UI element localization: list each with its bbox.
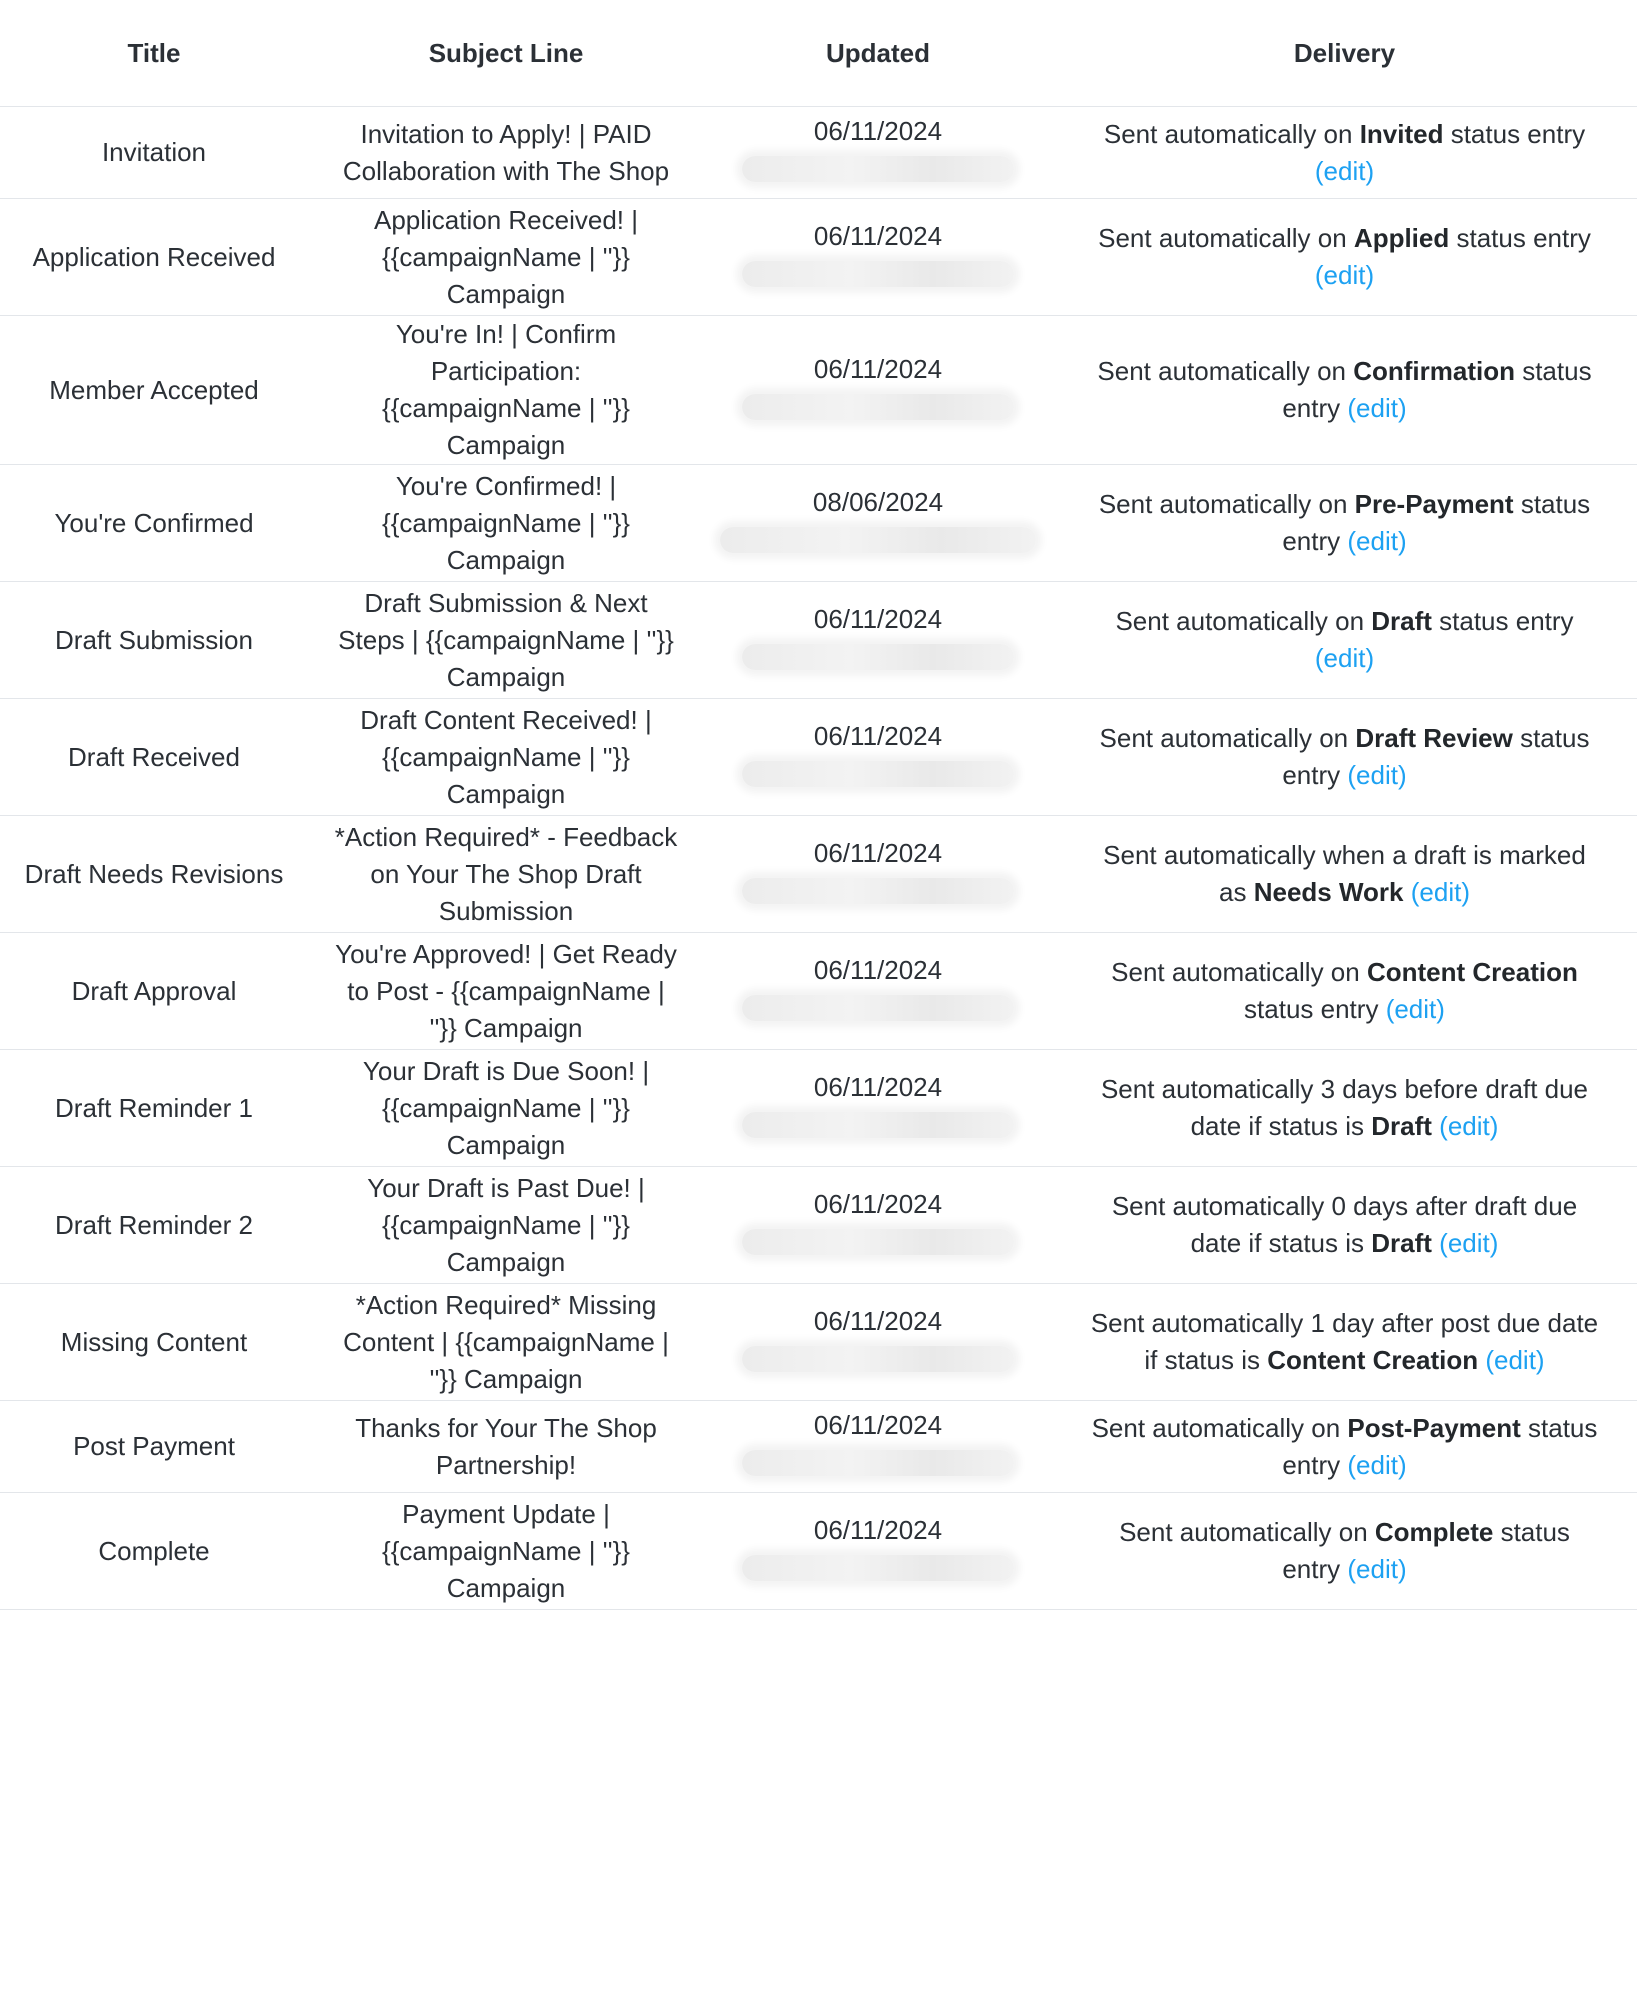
delivery-text-suffix: status entry: [1443, 118, 1586, 149]
delivery-status: Draft: [1371, 1228, 1432, 1258]
subject-line: Your Draft is Due Soon! | {{campaignName | ''}} Campaign: [308, 1050, 704, 1167]
edit-link[interactable]: (edit): [1439, 1111, 1499, 1141]
subject-line: You're In! | Confirm Participation: {{campaignName | ''}} Campaign: [308, 316, 704, 465]
delivery-status: Needs Work: [1253, 877, 1404, 907]
updated-by-redacted: [742, 261, 1014, 287]
edit-link[interactable]: (edit): [1347, 1554, 1407, 1584]
delivery-text-suffix: status entry: [1431, 606, 1574, 636]
delivery-text-suffix: status entry: [1282, 1517, 1570, 1584]
updated-cell: [704, 699, 1052, 816]
subject-line: Draft Content Received! | {{campaignName | ''}} Campaign: [308, 699, 704, 816]
delivery-text: Sent automatically 3 days before draft due date if status is: [1100, 1074, 1589, 1141]
delivery-cell: [1052, 107, 1637, 199]
delivery-text: Sent automatically 0 days after draft due date if status is: [1111, 1191, 1578, 1258]
subject-line: You're Approved! | Get Ready to Post - {{campaignName | ''}} Campaign: [308, 933, 704, 1050]
updated-by-redacted: [742, 394, 1014, 420]
table-row[interactable]: [0, 582, 1637, 699]
table-row[interactable]: [0, 1167, 1637, 1284]
template-title: Draft Reminder 1: [0, 1050, 308, 1167]
delivery-text: Sent automatically on: [1103, 118, 1360, 149]
updated-date: 06/11/2024: [813, 1305, 943, 1336]
delivery-status: Content Creation: [1366, 957, 1578, 987]
table-row[interactable]: [0, 1284, 1637, 1401]
template-title: Invitation: [0, 107, 308, 199]
updated-date: 08/06/2024: [812, 486, 944, 517]
subject-line: Invitation to Apply! | PAID Collaboration with The Shop: [308, 107, 704, 199]
edit-link[interactable]: (edit): [1347, 526, 1407, 556]
delivery-text: Sent automatically on: [1097, 356, 1354, 386]
edit-link[interactable]: (edit): [1347, 760, 1407, 790]
column-header-delivery[interactable]: Delivery: [1052, 0, 1637, 107]
edit-link[interactable]: (edit): [1439, 1228, 1499, 1258]
updated-by-redacted: [742, 1450, 1014, 1476]
updated-cell: [704, 1284, 1052, 1401]
template-title: Draft Needs Revisions: [0, 816, 308, 933]
updated-cell: [704, 1050, 1052, 1167]
updated-cell: [704, 582, 1052, 699]
delivery-text: Sent automatically on: [1119, 1517, 1375, 1547]
template-title: Draft Received: [0, 699, 308, 816]
delivery-text: Sent automatically on: [1111, 957, 1367, 987]
updated-by-redacted: [742, 1112, 1014, 1138]
table-row[interactable]: [0, 1050, 1637, 1167]
template-title: Post Payment: [0, 1401, 308, 1493]
delivery-text: Sent automatically 1 day after post due date if status is: [1090, 1308, 1599, 1375]
delivery-text-suffix: status entry: [1282, 489, 1591, 556]
subject-line: You're Confirmed! | {{campaignName | ''}} Campaign: [308, 465, 704, 582]
delivery-text: Sent automatically when a draft is marked as: [1103, 840, 1586, 907]
delivery-cell: [1052, 582, 1637, 699]
delivery-cell: [1052, 1493, 1637, 1610]
table-row[interactable]: [0, 107, 1637, 199]
template-title: Member Accepted: [0, 316, 308, 465]
edit-link[interactable]: (edit): [1385, 994, 1445, 1024]
table-row[interactable]: [0, 465, 1637, 582]
updated-cell: [704, 465, 1052, 582]
delivery-status: Post-Payment: [1347, 1412, 1521, 1443]
edit-link[interactable]: (edit): [1410, 877, 1470, 907]
updated-by-redacted: [742, 156, 1014, 182]
updated-cell: [704, 1401, 1052, 1493]
delivery-cell: [1052, 699, 1637, 816]
updated-cell: [704, 933, 1052, 1050]
delivery-text: Sent automatically on: [1115, 606, 1372, 636]
updated-by-redacted: [742, 1555, 1014, 1581]
updated-date: 06/11/2024: [813, 1410, 943, 1440]
edit-link[interactable]: (edit): [1347, 393, 1407, 423]
template-title: Missing Content: [0, 1284, 308, 1401]
delivery-cell: [1052, 933, 1637, 1050]
delivery-text-suffix: status entry: [1282, 356, 1592, 423]
delivery-text: Sent automatically on: [1098, 489, 1355, 519]
subject-line: Draft Submission & Next Steps | {{campaignName | ''}} Campaign: [308, 582, 704, 699]
template-title: Draft Submission: [0, 582, 308, 699]
updated-date: 06/11/2024: [813, 353, 943, 384]
updated-by-redacted: [742, 995, 1014, 1021]
edit-link[interactable]: (edit): [1485, 1345, 1545, 1375]
delivery-cell: [1052, 1401, 1637, 1493]
table-row[interactable]: [0, 933, 1637, 1050]
edit-link[interactable]: (edit): [1314, 155, 1375, 186]
updated-cell: [704, 316, 1052, 465]
updated-by-redacted: [742, 878, 1014, 904]
subject-line: *Action Required* Missing Content | {{campaignName | ''}} Campaign: [308, 1284, 704, 1401]
updated-date: 06/11/2024: [813, 720, 943, 751]
edit-link[interactable]: (edit): [1314, 643, 1375, 673]
updated-by-redacted: [720, 527, 1036, 553]
delivery-cell: [1052, 199, 1637, 316]
delivery-cell: [1052, 465, 1637, 582]
table-row[interactable]: [0, 699, 1637, 816]
delivery-status: Content Creation: [1267, 1345, 1479, 1375]
updated-by-redacted: [742, 761, 1014, 787]
column-header-title[interactable]: Title: [0, 0, 308, 107]
column-header-updated[interactable]: Updated: [704, 0, 1052, 107]
edit-link[interactable]: (edit): [1347, 1449, 1407, 1480]
delivery-text-suffix: status entry: [1282, 1412, 1598, 1480]
subject-line: *Action Required* - Feedback on Your The Shop Draft Submission: [308, 816, 704, 933]
delivery-text: Sent automatically on: [1098, 223, 1354, 253]
updated-date: 06/11/2024: [813, 603, 943, 634]
table-row[interactable]: [0, 1401, 1637, 1493]
subject-line: Application Received! | {{campaignName | ''}} Campaign: [308, 199, 704, 316]
delivery-text-suffix: status entry: [1244, 994, 1379, 1024]
subject-line: Payment Update | {{campaignName | ''}} Campaign: [308, 1493, 704, 1610]
delivery-status: Pre-Payment: [1354, 489, 1514, 519]
delivery-text-suffix: status entry: [1449, 223, 1591, 253]
subject-line: Thanks for Your The Shop Partnership!: [308, 1401, 704, 1493]
delivery-status: Applied: [1353, 223, 1450, 253]
table-row[interactable]: [0, 816, 1637, 933]
updated-by-redacted: [742, 644, 1014, 670]
delivery-cell: [1052, 316, 1637, 465]
template-title: Complete: [0, 1493, 308, 1610]
updated-cell: [704, 107, 1052, 199]
delivery-status: Draft: [1371, 1111, 1432, 1141]
template-title: Draft Approval: [0, 933, 308, 1050]
delivery-text: Sent automatically on: [1099, 723, 1356, 753]
edit-link[interactable]: (edit): [1314, 260, 1375, 290]
delivery-status: Confirmation: [1353, 356, 1515, 386]
updated-cell: [704, 816, 1052, 933]
delivery-cell: [1052, 816, 1637, 933]
updated-by-redacted: [742, 1346, 1014, 1372]
delivery-status: Draft: [1371, 606, 1432, 636]
column-header-subject[interactable]: Subject Line: [308, 0, 704, 107]
updated-date: 06/11/2024: [813, 837, 943, 868]
table-row[interactable]: [0, 1493, 1637, 1610]
template-title: You're Confirmed: [0, 465, 308, 582]
delivery-status: Complete: [1374, 1517, 1494, 1547]
updated-date: 06/11/2024: [813, 1188, 943, 1219]
updated-cell: [704, 199, 1052, 316]
updated-date: 06/11/2024: [813, 116, 943, 146]
updated-date: 06/11/2024: [813, 954, 943, 985]
delivery-cell: [1052, 1050, 1637, 1167]
table-row[interactable]: [0, 199, 1637, 316]
updated-date: 06/11/2024: [813, 220, 943, 251]
template-title: Draft Reminder 2: [0, 1167, 308, 1284]
delivery-text: Sent automatically on: [1091, 1412, 1348, 1443]
delivery-cell: [1052, 1167, 1637, 1284]
updated-cell: [704, 1167, 1052, 1284]
delivery-status: Invited: [1359, 118, 1444, 149]
updated-date: 06/11/2024: [813, 1514, 943, 1545]
delivery-cell: [1052, 1284, 1637, 1401]
template-title: Application Received: [0, 199, 308, 316]
updated-date: 06/11/2024: [813, 1071, 943, 1102]
delivery-status: Draft Review: [1355, 723, 1513, 753]
table-header-row: [0, 0, 1637, 107]
delivery-text-suffix: status entry: [1282, 723, 1590, 790]
updated-cell: [704, 1493, 1052, 1610]
table-row[interactable]: [0, 316, 1637, 465]
updated-by-redacted: [742, 1229, 1014, 1255]
subject-line: Your Draft is Past Due! | {{campaignName | ''}} Campaign: [308, 1167, 704, 1284]
